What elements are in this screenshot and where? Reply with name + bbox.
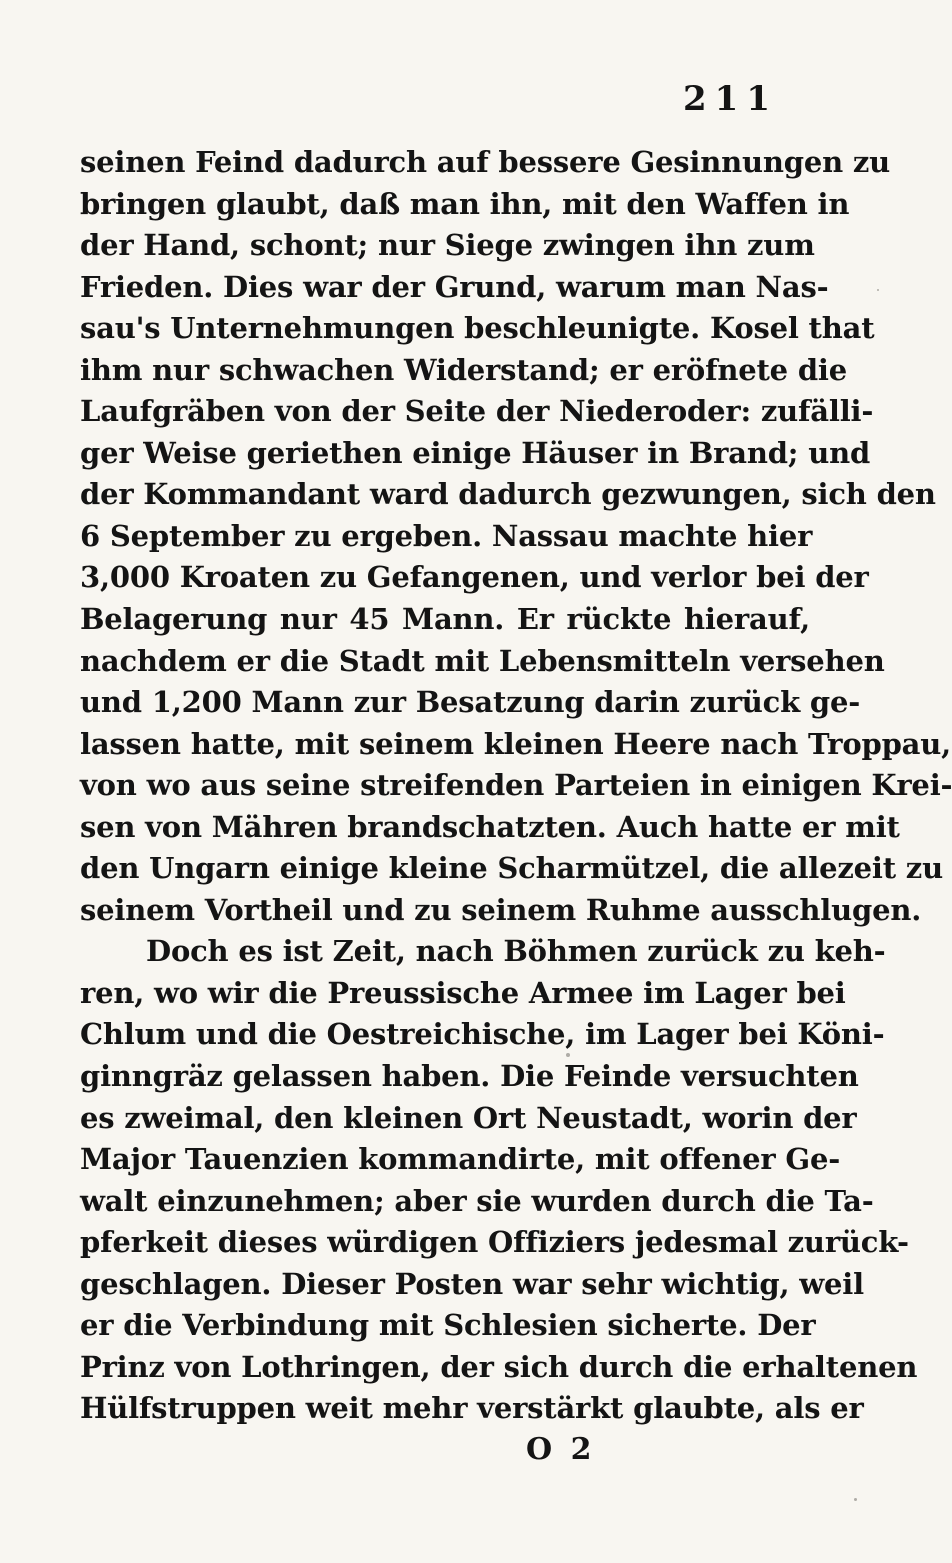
text-line: 3,000 Kroaten zu Gefangenen, und verlor bei der <box>80 560 869 595</box>
text-line: Laufgräben von der Seite der Niederoder: zufälli- <box>80 394 874 429</box>
text-line: Hülfstruppen weit mehr verstärkt glaubte, als er <box>80 1391 864 1426</box>
text-line: der Hand, schont; nur Siege zwingen ihn zum <box>80 228 815 263</box>
text-line: walt einzunehmen; aber sie wurden durch die Ta- <box>80 1183 874 1218</box>
text-line: Belagerung nur 45 Mann. Er rückte hierauf, <box>80 602 810 637</box>
text-line: sau's Unternehmungen beschleunigte. Kosel that <box>80 311 875 346</box>
text-line: er die Verbindung mit Schlesien sicherte. Der <box>80 1308 816 1343</box>
body-text <box>80 142 952 1430</box>
text-line: und 1,200 Mann zur Besatzung darin zurück ge- <box>80 685 861 720</box>
text-line: Major Tauenzien kommandirte, mit offener Ge- <box>80 1142 841 1177</box>
paper-speck <box>877 289 879 291</box>
text-line: sen von Mähren brandschatzten. Auch hatte er mit <box>80 809 900 844</box>
paragraph-start-line: Doch es ist Zeit, nach Böhmen zurück zu keh- <box>146 934 886 969</box>
paper-speck <box>854 1498 857 1501</box>
paragraph-end-line: seinem Vortheil und zu seinem Ruhme ausschlugen. <box>80 892 922 927</box>
text-line: 6 September zu ergeben. Nassau machte hier <box>80 518 813 553</box>
text-line: seinen Feind dadurch auf bessere Gesinnungen zu <box>80 145 891 179</box>
paper-speck <box>566 1053 570 1057</box>
text-line: ger Weise geriethen einige Häuser in Brand; und <box>80 435 871 470</box>
signature-mark: O 2 <box>526 1432 596 1467</box>
text-line: der Kommandant ward dadurch gezwungen, sich den <box>80 477 936 512</box>
text-line: ren, wo wir die Preussische Armee im Lager bei <box>80 975 846 1010</box>
text-line: bringen glaubt, daß man ihn, mit den Waffen in <box>80 186 850 221</box>
text-line: den Ungarn einige kleine Scharmützel, die allezeit zu <box>80 851 943 886</box>
page-number: 211 <box>683 79 778 119</box>
text-line: Frieden. Dies war der Grund, warum man Nas- <box>80 269 829 304</box>
text-line: es zweimal, den kleinen Ort Neustadt, worin der <box>80 1100 857 1135</box>
text-line: Prinz von Lothringen, der sich durch die erhaltenen <box>80 1349 918 1384</box>
text-line: lassen hatte, mit seinem kleinen Heere nach Troppau, <box>80 726 952 761</box>
text-line: von wo aus seine streifenden Parteien in einigen Krei- <box>80 768 952 803</box>
text-line: ihm nur schwachen Widerstand; er eröfnete die <box>80 352 847 387</box>
text-line: nachdem er die Stadt mit Lebensmitteln versehen <box>80 643 885 678</box>
text-line: pferkeit dieses würdigen Offiziers jedesmal zurück- <box>80 1225 909 1260</box>
text-line: Chlum und die Oestreichische, im Lager bei Köni- <box>80 1017 885 1052</box>
text-line: ginngräz gelassen haben. Die Feinde versuchten <box>80 1059 859 1094</box>
text-line: geschlagen. Dieser Posten war sehr wichtig, weil <box>80 1266 864 1301</box>
